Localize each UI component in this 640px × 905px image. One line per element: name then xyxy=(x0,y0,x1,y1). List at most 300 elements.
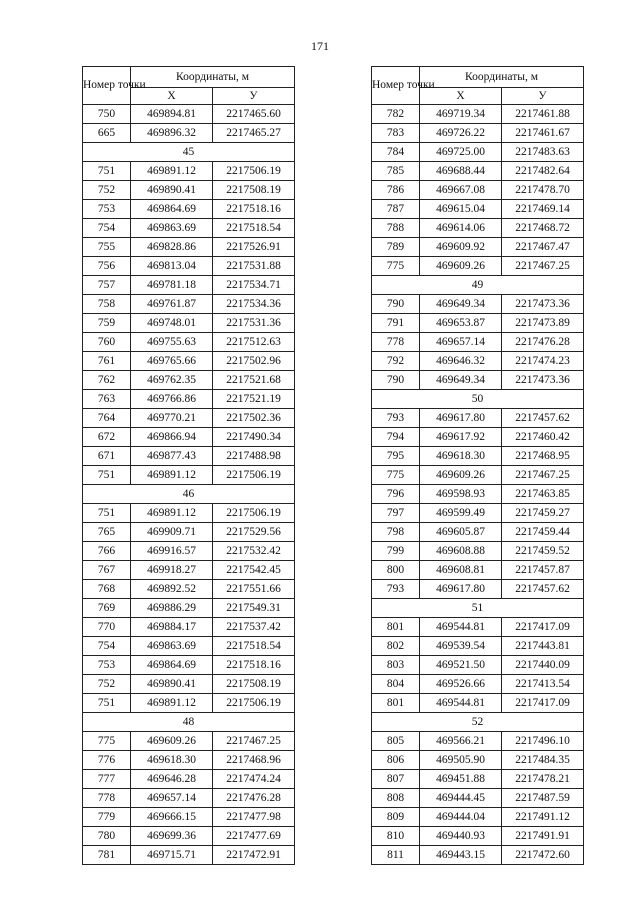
table-row xyxy=(83,257,295,276)
table-row xyxy=(83,770,295,789)
table-row xyxy=(372,523,584,542)
y-coordinate-cell: 2217459.52 xyxy=(502,542,584,561)
y-coordinate-cell: 2217518.16 xyxy=(213,200,295,219)
y-coordinate-cell: 2217473.36 xyxy=(502,295,584,314)
point-number-cell: 778 xyxy=(83,789,131,808)
point-number-cell: 783 xyxy=(372,124,420,143)
table-row xyxy=(83,694,295,713)
x-coordinate-cell: 469891.12 xyxy=(131,504,213,523)
x-coordinate-cell: 469646.32 xyxy=(420,352,502,371)
section-row xyxy=(83,143,295,162)
x-coordinate-cell: 469539.54 xyxy=(420,637,502,656)
x-coordinate-cell: 469440.93 xyxy=(420,827,502,846)
section-number: 52 xyxy=(372,713,584,732)
x-coordinate-cell: 469896.32 xyxy=(131,124,213,143)
x-coordinate-cell: 469544.81 xyxy=(420,618,502,637)
x-coordinate-cell: 469451.88 xyxy=(420,770,502,789)
table-row xyxy=(372,637,584,656)
y-coordinate-cell: 2217457.62 xyxy=(502,409,584,428)
point-number-cell: 779 xyxy=(83,808,131,827)
y-coordinate-cell: 2217532.42 xyxy=(213,542,295,561)
x-coordinate-cell: 469617.80 xyxy=(420,409,502,428)
x-coordinate-cell: 469863.69 xyxy=(131,219,213,238)
y-coordinate-cell: 2217474.24 xyxy=(213,770,295,789)
point-number-cell: 665 xyxy=(83,124,131,143)
table-row xyxy=(372,751,584,770)
point-number-cell: 753 xyxy=(83,656,131,675)
table-row xyxy=(372,200,584,219)
table-row xyxy=(83,314,295,333)
x-coordinate-cell: 469892.52 xyxy=(131,580,213,599)
table-row xyxy=(372,656,584,675)
x-coordinate-cell: 469618.30 xyxy=(420,447,502,466)
x-coordinate-cell: 469781.18 xyxy=(131,276,213,295)
x-coordinate-cell: 469891.12 xyxy=(131,162,213,181)
table-row xyxy=(372,504,584,523)
table-row xyxy=(372,295,584,314)
y-coordinate-cell: 2217488.98 xyxy=(213,447,295,466)
table-row xyxy=(83,390,295,409)
x-coordinate-cell: 469667.08 xyxy=(420,181,502,200)
x-coordinate-cell: 469608.81 xyxy=(420,561,502,580)
table-row xyxy=(83,751,295,770)
x-coordinate-cell: 469505.90 xyxy=(420,751,502,770)
x-header: X xyxy=(131,88,213,105)
y-coordinate-cell: 2217518.16 xyxy=(213,656,295,675)
table-header xyxy=(83,67,295,105)
x-coordinate-cell: 469443.15 xyxy=(420,846,502,865)
y-coordinate-cell: 2217496.10 xyxy=(502,732,584,751)
section-row xyxy=(372,276,584,295)
point-number-cell: 810 xyxy=(372,827,420,846)
x-coordinate-cell: 469864.69 xyxy=(131,656,213,675)
table-row xyxy=(372,675,584,694)
point-number-cell: 757 xyxy=(83,276,131,295)
y-coordinate-cell: 2217477.98 xyxy=(213,808,295,827)
y-coordinate-cell: 2217529.56 xyxy=(213,523,295,542)
x-coordinate-cell: 469891.12 xyxy=(131,466,213,485)
x-coordinate-cell: 469719.34 xyxy=(420,105,502,124)
y-coordinate-cell: 2217478.70 xyxy=(502,181,584,200)
x-coordinate-cell: 469886.29 xyxy=(131,599,213,618)
table-row xyxy=(83,181,295,200)
point-number-cell: 782 xyxy=(372,105,420,124)
section-number: 46 xyxy=(83,485,295,504)
table-row xyxy=(83,637,295,656)
table-row xyxy=(372,333,584,352)
y-coordinate-cell: 2217463.85 xyxy=(502,485,584,504)
table-row xyxy=(83,371,295,390)
y-coordinate-cell: 2217461.88 xyxy=(502,105,584,124)
table-row xyxy=(83,409,295,428)
table-row xyxy=(83,162,295,181)
point-number-cell: 769 xyxy=(83,599,131,618)
point-number-cell: 811 xyxy=(372,846,420,865)
table-row xyxy=(372,770,584,789)
section-row xyxy=(83,485,295,504)
y-coordinate-cell: 2217473.89 xyxy=(502,314,584,333)
x-coordinate-cell: 469609.26 xyxy=(131,732,213,751)
table-row xyxy=(372,257,584,276)
coordinates-table-right xyxy=(371,66,584,865)
y-coordinate-cell: 2217476.28 xyxy=(213,789,295,808)
table-row xyxy=(372,732,584,751)
y-coordinate-cell: 2217417.09 xyxy=(502,618,584,637)
y-coordinate-cell: 2217518.54 xyxy=(213,219,295,238)
y-coordinate-cell: 2217490.34 xyxy=(213,428,295,447)
point-number-cell: 755 xyxy=(83,238,131,257)
table-row xyxy=(83,447,295,466)
x-coordinate-cell: 469762.35 xyxy=(131,371,213,390)
point-number-cell: 750 xyxy=(83,105,131,124)
y-coordinate-cell: 2217468.72 xyxy=(502,219,584,238)
y-coordinate-cell: 2217521.68 xyxy=(213,371,295,390)
point-number-cell: 762 xyxy=(83,371,131,390)
point-number-cell: 784 xyxy=(372,143,420,162)
table-row xyxy=(372,371,584,390)
point-number-cell: 788 xyxy=(372,219,420,238)
point-number-cell: 765 xyxy=(83,523,131,542)
y-coordinate-cell: 2217469.14 xyxy=(502,200,584,219)
y-coordinate-cell: 2217459.44 xyxy=(502,523,584,542)
table-body xyxy=(372,105,584,865)
table-row xyxy=(83,238,295,257)
x-coordinate-cell: 469608.88 xyxy=(420,542,502,561)
point-number-cell: 796 xyxy=(372,485,420,504)
y-coordinate-cell: 2217473.36 xyxy=(502,371,584,390)
table-header xyxy=(372,67,584,105)
x-coordinate-cell: 469715.71 xyxy=(131,846,213,865)
point-number-cell: 807 xyxy=(372,770,420,789)
x-coordinate-cell: 469761.87 xyxy=(131,295,213,314)
y-coordinate-cell: 2217472.60 xyxy=(502,846,584,865)
y-coordinate-cell: 2217468.96 xyxy=(213,751,295,770)
x-coordinate-cell: 469894.81 xyxy=(131,105,213,124)
y-coordinate-cell: 2217502.36 xyxy=(213,409,295,428)
point-number-cell: 759 xyxy=(83,314,131,333)
x-coordinate-cell: 469657.14 xyxy=(420,333,502,352)
point-number-cell: 805 xyxy=(372,732,420,751)
coordinates-table-left xyxy=(82,66,295,865)
point-number-cell: 800 xyxy=(372,561,420,580)
x-coordinate-cell: 469444.45 xyxy=(420,789,502,808)
table-row xyxy=(372,105,584,124)
point-number-cell: 775 xyxy=(83,732,131,751)
y-coordinate-cell: 2217467.25 xyxy=(502,466,584,485)
table-row xyxy=(372,219,584,238)
table-row xyxy=(83,504,295,523)
table-row xyxy=(83,618,295,637)
point-number-cell: 797 xyxy=(372,504,420,523)
x-coordinate-cell: 469615.04 xyxy=(420,200,502,219)
point-number-cell: 790 xyxy=(372,371,420,390)
point-number-cell: 806 xyxy=(372,751,420,770)
y-coordinate-cell: 2217467.47 xyxy=(502,238,584,257)
x-coordinate-cell: 469725.00 xyxy=(420,143,502,162)
x-coordinate-cell: 469877.43 xyxy=(131,447,213,466)
y-coordinate-cell: 2217467.25 xyxy=(502,257,584,276)
point-number-cell: 752 xyxy=(83,675,131,694)
point-number-cell: 753 xyxy=(83,200,131,219)
table-row xyxy=(372,238,584,257)
x-coordinate-cell: 469544.81 xyxy=(420,694,502,713)
table-row xyxy=(372,409,584,428)
y-coordinate-cell: 2217531.88 xyxy=(213,257,295,276)
point-number-cell: 809 xyxy=(372,808,420,827)
x-coordinate-cell: 469609.92 xyxy=(420,238,502,257)
point-number-cell: 672 xyxy=(83,428,131,447)
y-coordinate-cell: 2217460.42 xyxy=(502,428,584,447)
x-header: X xyxy=(420,88,502,105)
table-row xyxy=(372,352,584,371)
table-row xyxy=(83,276,295,295)
point-number-cell: 766 xyxy=(83,542,131,561)
point-number-cell: 793 xyxy=(372,580,420,599)
section-number: 51 xyxy=(372,599,584,618)
x-coordinate-cell: 469566.21 xyxy=(420,732,502,751)
y-header: У xyxy=(502,88,584,105)
section-number: 45 xyxy=(83,143,295,162)
table-row xyxy=(83,333,295,352)
y-coordinate-cell: 2217551.66 xyxy=(213,580,295,599)
y-coordinate-cell: 2217461.67 xyxy=(502,124,584,143)
table-row xyxy=(372,314,584,333)
point-number-cell: 761 xyxy=(83,352,131,371)
y-coordinate-cell: 2217457.62 xyxy=(502,580,584,599)
y-coordinate-cell: 2217534.71 xyxy=(213,276,295,295)
table-row xyxy=(83,523,295,542)
table-row xyxy=(372,618,584,637)
x-coordinate-cell: 469618.30 xyxy=(131,751,213,770)
point-number-cell: 787 xyxy=(372,200,420,219)
x-coordinate-cell: 469755.63 xyxy=(131,333,213,352)
section-number: 50 xyxy=(372,390,584,409)
table-row xyxy=(372,789,584,808)
table-row xyxy=(83,561,295,580)
point-number-cell: 763 xyxy=(83,390,131,409)
point-number-cell: 791 xyxy=(372,314,420,333)
y-coordinate-cell: 2217483.63 xyxy=(502,143,584,162)
x-coordinate-cell: 469916.57 xyxy=(131,542,213,561)
y-coordinate-cell: 2217506.19 xyxy=(213,466,295,485)
y-coordinate-cell: 2217512.63 xyxy=(213,333,295,352)
table-row xyxy=(83,580,295,599)
table-row xyxy=(83,599,295,618)
table-row xyxy=(372,542,584,561)
point-number-cell: 754 xyxy=(83,219,131,238)
table-row xyxy=(372,694,584,713)
point-number-cell: 795 xyxy=(372,447,420,466)
point-number-cell: 803 xyxy=(372,656,420,675)
y-coordinate-cell: 2217549.31 xyxy=(213,599,295,618)
point-number-cell: 786 xyxy=(372,181,420,200)
table-row xyxy=(83,542,295,561)
x-coordinate-cell: 469617.80 xyxy=(420,580,502,599)
y-coordinate-cell: 2217476.28 xyxy=(502,333,584,352)
y-coordinate-cell: 2217467.25 xyxy=(213,732,295,751)
table-row xyxy=(372,181,584,200)
x-coordinate-cell: 469649.34 xyxy=(420,371,502,390)
x-coordinate-cell: 469765.66 xyxy=(131,352,213,371)
y-header: У xyxy=(213,88,295,105)
point-number-cell: 751 xyxy=(83,162,131,181)
y-coordinate-cell: 2217478.21 xyxy=(502,770,584,789)
point-number-cell: 751 xyxy=(83,504,131,523)
table-row xyxy=(372,485,584,504)
y-coordinate-cell: 2217491.91 xyxy=(502,827,584,846)
table-row xyxy=(83,295,295,314)
y-coordinate-cell: 2217468.95 xyxy=(502,447,584,466)
point-number-cell: 751 xyxy=(83,466,131,485)
x-coordinate-cell: 469863.69 xyxy=(131,637,213,656)
y-coordinate-cell: 2217413.54 xyxy=(502,675,584,694)
point-number-cell: 775 xyxy=(372,466,420,485)
point-number-cell: 770 xyxy=(83,618,131,637)
x-coordinate-cell: 469770.21 xyxy=(131,409,213,428)
point-number-cell: 768 xyxy=(83,580,131,599)
table-row xyxy=(83,466,295,485)
y-coordinate-cell: 2217502.96 xyxy=(213,352,295,371)
point-number-cell: 751 xyxy=(83,694,131,713)
y-coordinate-cell: 2217465.60 xyxy=(213,105,295,124)
x-coordinate-cell: 469890.41 xyxy=(131,675,213,694)
point-number-cell: 799 xyxy=(372,542,420,561)
point-number-cell: 754 xyxy=(83,637,131,656)
point-number-cell: 777 xyxy=(83,770,131,789)
x-coordinate-cell: 469444.04 xyxy=(420,808,502,827)
table-row xyxy=(83,808,295,827)
table-row xyxy=(83,352,295,371)
y-coordinate-cell: 2217531.36 xyxy=(213,314,295,333)
y-coordinate-cell: 2217506.19 xyxy=(213,162,295,181)
y-coordinate-cell: 2217506.19 xyxy=(213,504,295,523)
point-number-cell: 781 xyxy=(83,846,131,865)
table-row xyxy=(372,466,584,485)
table-row xyxy=(83,124,295,143)
table-row xyxy=(83,105,295,124)
y-coordinate-cell: 2217534.36 xyxy=(213,295,295,314)
x-coordinate-cell: 469866.94 xyxy=(131,428,213,447)
point-number-cell: 808 xyxy=(372,789,420,808)
point-number-cell: 793 xyxy=(372,409,420,428)
point-number-header: Номер точки xyxy=(372,67,420,105)
y-coordinate-cell: 2217506.19 xyxy=(213,694,295,713)
table-row xyxy=(372,580,584,599)
table-row xyxy=(83,827,295,846)
table-body xyxy=(83,105,295,865)
table-row xyxy=(83,789,295,808)
x-coordinate-cell: 469813.04 xyxy=(131,257,213,276)
x-coordinate-cell: 469649.34 xyxy=(420,295,502,314)
x-coordinate-cell: 469605.87 xyxy=(420,523,502,542)
section-row xyxy=(83,713,295,732)
y-coordinate-cell: 2217440.09 xyxy=(502,656,584,675)
y-coordinate-cell: 2217459.27 xyxy=(502,504,584,523)
x-coordinate-cell: 469599.49 xyxy=(420,504,502,523)
table-row xyxy=(372,124,584,143)
point-number-cell: 802 xyxy=(372,637,420,656)
y-coordinate-cell: 2217491.12 xyxy=(502,808,584,827)
point-number-cell: 789 xyxy=(372,238,420,257)
page-number: 171 xyxy=(311,39,329,53)
y-coordinate-cell: 2217487.59 xyxy=(502,789,584,808)
table-row xyxy=(372,808,584,827)
x-coordinate-cell: 469521.50 xyxy=(420,656,502,675)
point-number-cell: 775 xyxy=(372,257,420,276)
x-coordinate-cell: 469526.66 xyxy=(420,675,502,694)
y-coordinate-cell: 2217508.19 xyxy=(213,181,295,200)
x-coordinate-cell: 469609.26 xyxy=(420,257,502,276)
table-row xyxy=(83,846,295,865)
section-row xyxy=(372,713,584,732)
x-coordinate-cell: 469748.01 xyxy=(131,314,213,333)
table-row xyxy=(372,428,584,447)
y-coordinate-cell: 2217484.35 xyxy=(502,751,584,770)
x-coordinate-cell: 469828.86 xyxy=(131,238,213,257)
y-coordinate-cell: 2217521.19 xyxy=(213,390,295,409)
x-coordinate-cell: 469884.17 xyxy=(131,618,213,637)
y-coordinate-cell: 2217417.09 xyxy=(502,694,584,713)
y-coordinate-cell: 2217542.45 xyxy=(213,561,295,580)
table-row xyxy=(372,846,584,865)
point-number-cell: 764 xyxy=(83,409,131,428)
point-number-cell: 792 xyxy=(372,352,420,371)
point-number-cell: 804 xyxy=(372,675,420,694)
table-row xyxy=(372,162,584,181)
point-number-cell: 767 xyxy=(83,561,131,580)
section-row xyxy=(372,390,584,409)
point-number-cell: 671 xyxy=(83,447,131,466)
y-coordinate-cell: 2217465.27 xyxy=(213,124,295,143)
y-coordinate-cell: 2217443.81 xyxy=(502,637,584,656)
x-coordinate-cell: 469688.44 xyxy=(420,162,502,181)
point-number-cell: 756 xyxy=(83,257,131,276)
table-row xyxy=(372,143,584,162)
point-number-cell: 780 xyxy=(83,827,131,846)
section-number: 49 xyxy=(372,276,584,295)
x-coordinate-cell: 469699.36 xyxy=(131,827,213,846)
x-coordinate-cell: 469766.86 xyxy=(131,390,213,409)
point-number-cell: 798 xyxy=(372,523,420,542)
x-coordinate-cell: 469864.69 xyxy=(131,200,213,219)
point-number-cell: 801 xyxy=(372,618,420,637)
table-row xyxy=(83,675,295,694)
y-coordinate-cell: 2217477.69 xyxy=(213,827,295,846)
y-coordinate-cell: 2217537.42 xyxy=(213,618,295,637)
table-row xyxy=(83,200,295,219)
table-row xyxy=(372,827,584,846)
table-row xyxy=(372,561,584,580)
x-coordinate-cell: 469657.14 xyxy=(131,789,213,808)
y-coordinate-cell: 2217518.54 xyxy=(213,637,295,656)
section-row xyxy=(372,599,584,618)
y-coordinate-cell: 2217457.87 xyxy=(502,561,584,580)
table-row xyxy=(83,219,295,238)
table-row xyxy=(372,447,584,466)
x-coordinate-cell: 469646.28 xyxy=(131,770,213,789)
point-number-cell: 776 xyxy=(83,751,131,770)
coordinates-header: Координаты, м xyxy=(420,67,584,88)
x-coordinate-cell: 469726.22 xyxy=(420,124,502,143)
point-number-cell: 785 xyxy=(372,162,420,181)
x-coordinate-cell: 469609.26 xyxy=(420,466,502,485)
y-coordinate-cell: 2217474.23 xyxy=(502,352,584,371)
x-coordinate-cell: 469598.93 xyxy=(420,485,502,504)
section-number: 48 xyxy=(83,713,295,732)
point-number-cell: 794 xyxy=(372,428,420,447)
y-coordinate-cell: 2217526.91 xyxy=(213,238,295,257)
x-coordinate-cell: 469909.71 xyxy=(131,523,213,542)
